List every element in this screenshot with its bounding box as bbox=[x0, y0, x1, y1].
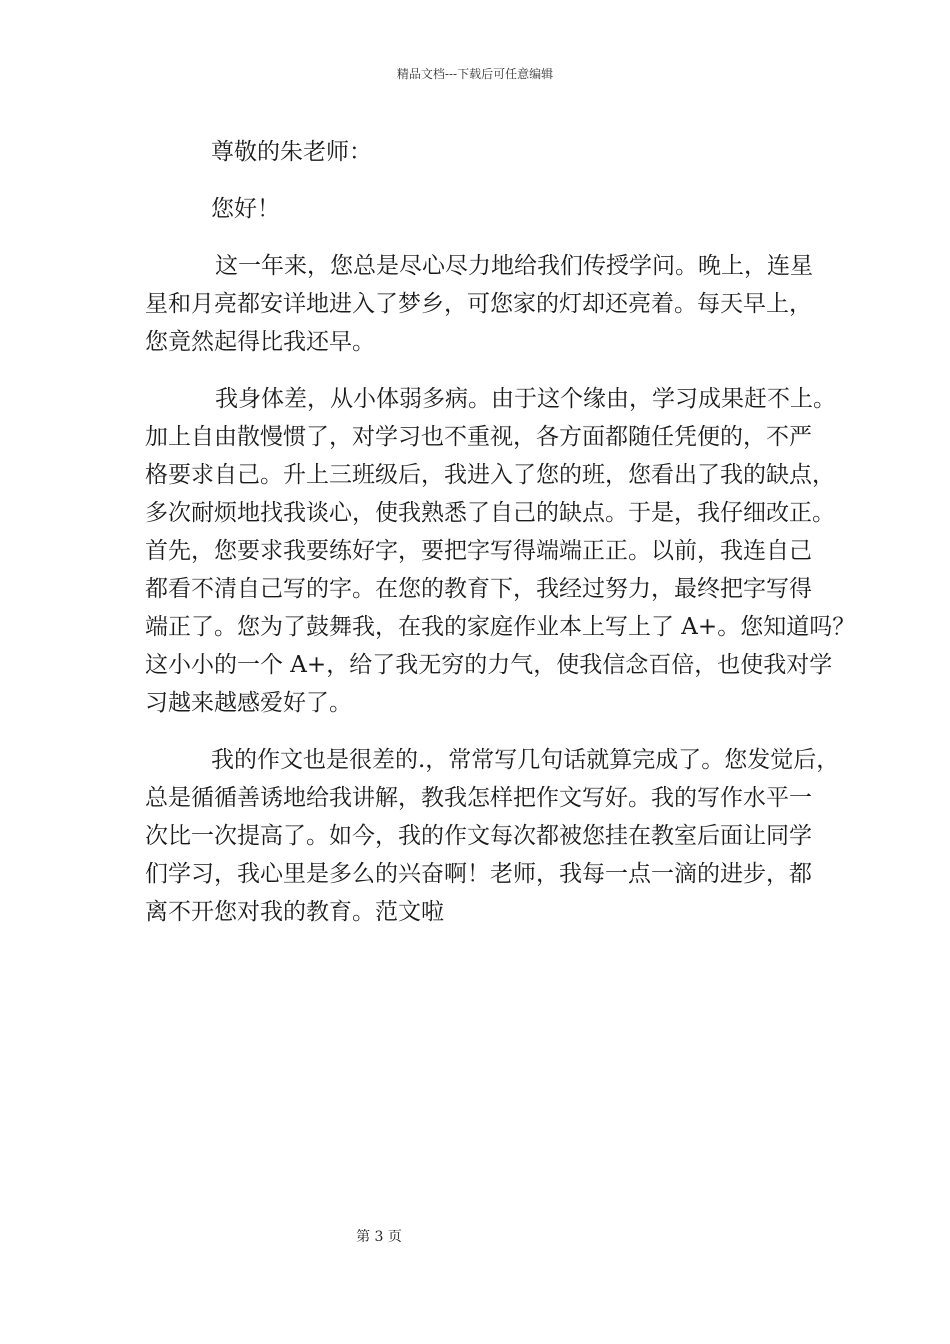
letter-body bbox=[145, 133, 856, 950]
paragraph-line: 这小小的一个 A+，给了我无穷的力气，使我信念百倍，也使我对学 bbox=[145, 652, 833, 678]
paragraph-line: 都看不清自己写的字。在您的教育下，我经过努力，最终把字写得 bbox=[145, 576, 812, 602]
salutation: 尊敬的朱老师： bbox=[211, 139, 372, 165]
paragraph-line: 端正了。您为了鼓舞我，在我的家庭作业本上写上了 A+。您知道吗？ bbox=[145, 614, 856, 640]
paragraph-line: 们学习，我心里是多么的兴奋啊！老师，我每一点一滴的进步，都 bbox=[145, 861, 812, 887]
paragraph-line: 离不开您对我的教育。范文啦 bbox=[145, 899, 444, 925]
paragraph-1 bbox=[145, 247, 835, 361]
paragraph-line: 星和月亮都安详地进入了梦乡，可您家的灯却还亮着。每天早上， bbox=[145, 291, 812, 317]
paragraph-line: 首先，您要求我要练好字，要把字写得端端正正。以前，我连自己 bbox=[145, 538, 812, 564]
paragraph-2 bbox=[145, 380, 856, 722]
paragraph-line: 多次耐烦地找我谈心，使我熟悉了自己的缺点。于是，我仔细改正。 bbox=[145, 500, 835, 526]
paragraph-line: 我的作文也是很差的.，常常写几句话就算完成了。您发觉后， bbox=[211, 747, 840, 773]
page-number: 第 3 页 bbox=[356, 1229, 402, 1245]
paragraph-line: 格要求自己。升上三班级后，我进入了您的班，您看出了我的缺点， bbox=[145, 462, 835, 488]
paragraph-line: 总是循循善诱地给我讲解，教我怎样把作文写好。我的写作水平一 bbox=[145, 785, 812, 811]
paragraph-line: 习越来越感爱好了。 bbox=[145, 690, 352, 716]
page-header: 精品文档---下载后可任意编辑 bbox=[396, 67, 554, 81]
paragraph-line: 加上自由散慢惯了，对学习也不重视，各方面都随任凭便的，不严 bbox=[145, 424, 812, 450]
greeting: 您好！ bbox=[211, 196, 280, 222]
paragraph-line: 这一年来，您总是尽心尽力地给我们传授学问。晚上，连星 bbox=[215, 253, 813, 279]
paragraph-line: 次比一次提高了。如今，我的作文每次都被您挂在教室后面让同学 bbox=[145, 823, 812, 849]
paragraph-line: 我身体差，从小体弱多病。由于这个缘由，学习成果赶不上。 bbox=[215, 386, 836, 412]
paragraph-line: 您竟然起得比我还早。 bbox=[145, 329, 375, 355]
paragraph-3 bbox=[145, 741, 840, 931]
